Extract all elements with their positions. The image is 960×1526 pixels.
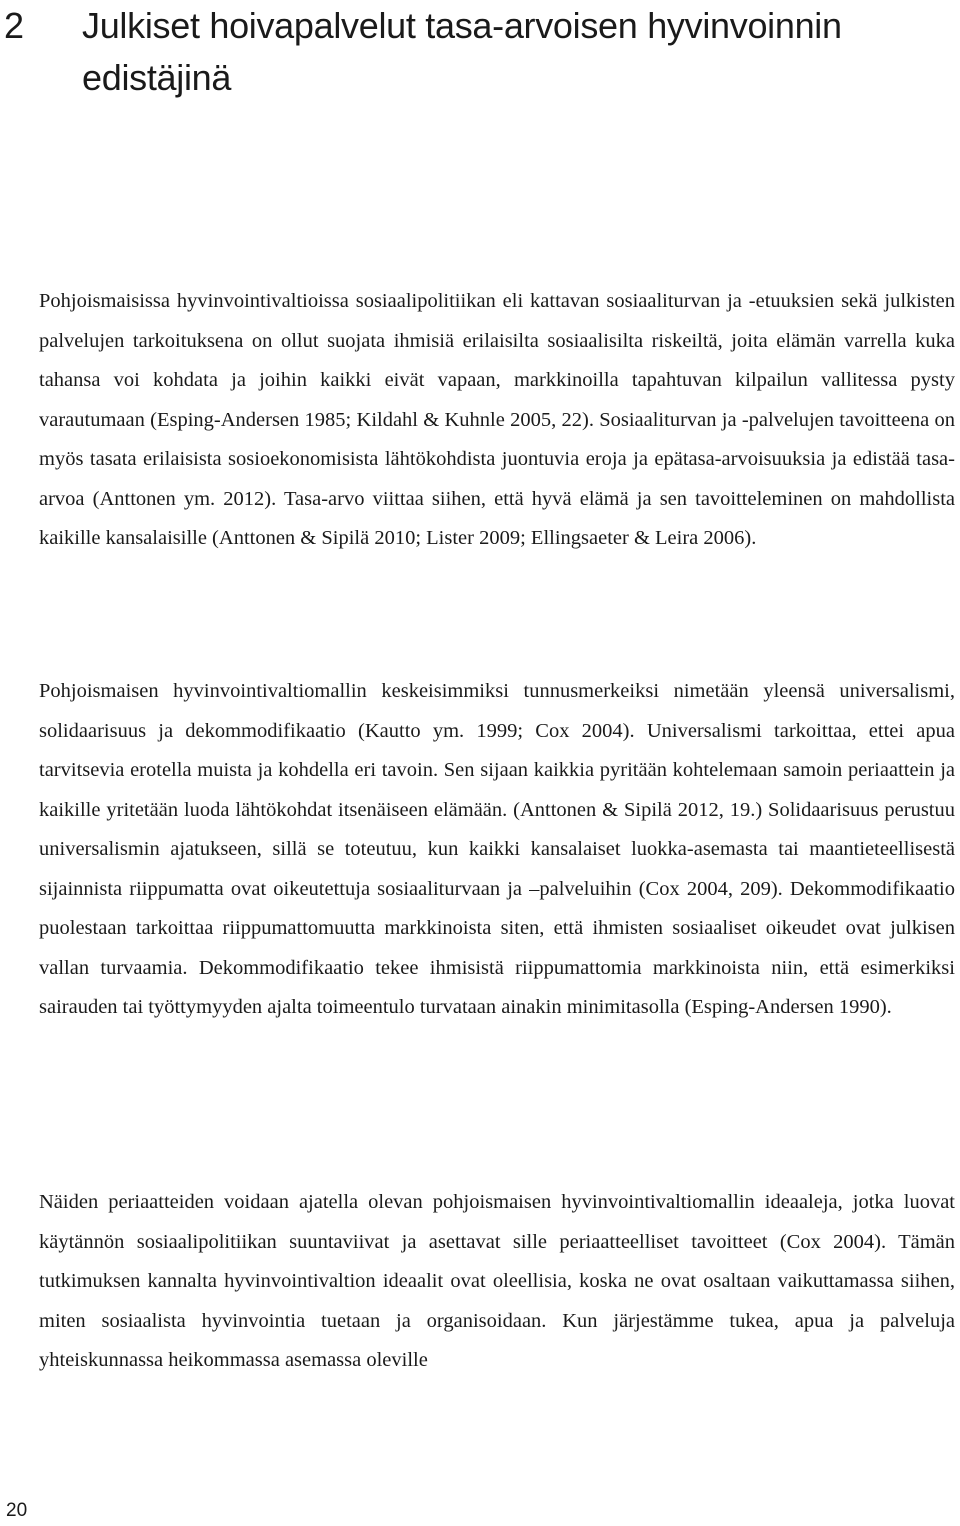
paragraph-3: Näiden periaatteiden voidaan ajatella olevan pohjoismaisen hyvinvointivaltiomallin ideaaleja, jotka luovat käytännön sosiaalipolitiikan suuntaviivat ja asettavat sille periaatteelliset tavoitteet (Cox 2004). Tämän tutkimuksen kannalta hyvinvointivaltion ideaalit ovat oleellisia, koska ne ovat osaltaan vaikuttamassa siihen, miten sosiaalista hyvinvointia tuetaan ja organisoidaan. Kun järjestämme tukea, apua ja palveluja yhteiskunnassa heikommassa asemassa oleville: [39, 1191, 955, 1371]
chapter-number: 2: [4, 5, 24, 46]
paragraph-2: Pohjoismaisen hyvinvointivaltiomallin keskeisimmiksi tunnusmerkeiksi nimetään yleensä universalismi, solidaarisuus ja dekommodifikaatio (Kautto ym. 1999; Cox 2004). Universalismi tarkoittaa, ettei apua tarvitsevia erotella muista ja kohdella eri tavoin. Sen sijaan kaikkia pyritään kohtelemaan samoin periaattein ja kaikille yritetään luoda lähtökohdat itsenäiseen elämään. (Anttonen & Sipilä 2012, 19.) Solidaarisuus perustuu universalismin ajatukseen, sillä se toteutuu, kun kaikki kansalaiset luokka-asemasta tai maantieteellisestä sijainnista riippumatta ovat oikeutettuja sosiaaliturvaan ja –palveluihin (Cox 2004, 209). Dekommodifikaatio puolestaan tarkoittaa riippumattomuutta markkinoista siten, että ihmisten sosiaaliset oikeudet ovat julkisen vallan turvaamia. Dekommodifikaatio tekee ihmisistä riippumattomia markkinoista niin, että esimerkiksi sairauden tai työttymyyden ajalta toimeentulo turvataan ainakin minimitasolla (Esping-Andersen 1990).: [39, 680, 955, 1018]
page-number: 20: [6, 1500, 28, 1521]
chapter-title: Julkiset hoivapalvelut tasa-arvoisen hyvinvoinnin edistäjinä: [82, 5, 842, 98]
paragraph-1: Pohjoismaisissa hyvinvointivaltioissa sosiaalipolitiikan eli kattavan sosiaaliturvan ja -etuuksien sekä julkisten palvelujen tarkoituksena on ollut suojata ihmisiä erilaisilta sosiaalisilta riskeiltä, joita elämän varrella kuka tahansa voi kohdata ja joihin kaikki eivät vapaan, markkinoilla tapahtuvan kilpailun vallitessa pysty varautumaan (Esping-Andersen 1985; Kildahl & Kuhnle 2005, 22). Sosiaaliturvan ja -palvelujen tavoitteena on myös tasata erilaisista sosioekonomisista lähtökohdista juontuvia eroja ja epätasa-arvoisuuksia ja edistää tasa-arvoa (Anttonen ym. 2012). Tasa-arvo viittaa siihen, että hyvä elämä ja sen tavoitteleminen on mahdollista kaikille kansalaisille (Anttonen & Sipilä 2010; Lister 2009; Ellingsaeter & Leira 2006).: [39, 290, 955, 549]
